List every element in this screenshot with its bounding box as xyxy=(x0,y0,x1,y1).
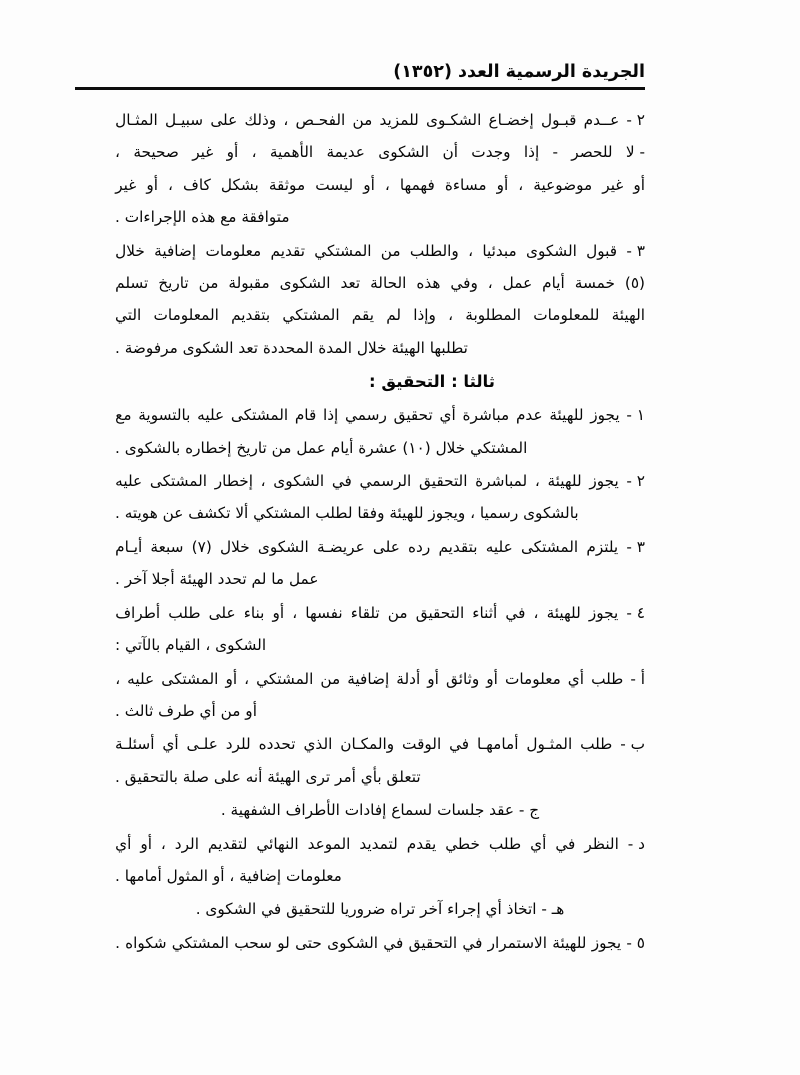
text-segment: حتى xyxy=(295,933,322,952)
text-line xyxy=(115,663,645,695)
text-segment: علـى xyxy=(186,735,218,754)
text-segment: عريضـة xyxy=(316,537,365,556)
text-segment: خلال xyxy=(115,241,145,260)
text-segment: الرد xyxy=(174,834,199,853)
text-segment: عمل xyxy=(502,274,533,293)
text-segment: عديمة xyxy=(326,143,365,162)
text-segment: ، xyxy=(283,111,289,129)
text-segment: لو xyxy=(277,933,290,952)
text-segment: أو xyxy=(363,175,375,194)
text-segment: عدم xyxy=(515,406,543,425)
text-segment: قام xyxy=(294,406,317,425)
text-segment: يجوز xyxy=(590,406,620,425)
text-segment: من xyxy=(387,603,408,622)
text-segment: يقم xyxy=(351,306,374,325)
text-segment: قبول xyxy=(586,241,618,260)
list-marker: ٤ - xyxy=(626,603,645,622)
text-segment: سبعة xyxy=(150,537,184,556)
list-marker: ٣ - xyxy=(626,537,645,556)
header-divider xyxy=(75,87,645,90)
text-segment: يلتزم xyxy=(586,537,619,556)
text-segment: المشتكي xyxy=(171,933,230,952)
text-line: تتعلق بأي أمر ترى الهيئة أنه على صلة بالتحقيق . xyxy=(115,767,421,786)
text-segment: عــدم xyxy=(583,111,620,129)
text-segment: وجدت xyxy=(471,143,511,162)
text-segment: الشكوى xyxy=(378,143,430,162)
text-segment: الاستمرار xyxy=(487,933,547,952)
numbered-list-item xyxy=(115,104,645,234)
text-segment: غير xyxy=(115,175,137,194)
text-segment: طلب xyxy=(168,603,201,622)
text-segment: أي xyxy=(530,834,547,853)
list-marker: ٢ - xyxy=(626,111,645,129)
text-segment: أي xyxy=(439,406,456,425)
numbered-list-item xyxy=(115,399,645,464)
text-segment: في xyxy=(383,933,404,952)
text-segment: أو xyxy=(146,175,158,194)
text-segment: التحقيق xyxy=(418,472,468,491)
text-line: المشتكي خلال (١٠) عشرة أيام عمل من تاريخ إخطاره بالشكوى . xyxy=(115,438,528,457)
text-segment: ، xyxy=(534,472,540,491)
text-line xyxy=(115,235,645,267)
text-segment: ، xyxy=(468,241,474,260)
text-segment: أدلة xyxy=(396,669,421,688)
text-segment: للرد xyxy=(225,735,251,754)
text-segment: عليه xyxy=(197,406,225,425)
text-segment: شكواه xyxy=(125,933,167,952)
list-marker: د - xyxy=(627,834,645,853)
lettered-list-item xyxy=(115,893,645,925)
numbered-list-item xyxy=(115,531,645,596)
text-segment: للهيئة xyxy=(549,406,584,425)
text-segment: على xyxy=(208,603,236,622)
text-segment: للهيئة xyxy=(552,933,587,952)
list-marker: ١ - xyxy=(626,406,645,425)
text-segment: تلقاء xyxy=(350,603,380,622)
text-segment: عليه xyxy=(127,669,155,688)
text-segment: على xyxy=(210,111,238,129)
text-segment: مع xyxy=(115,406,132,425)
text-segment: للمزيد xyxy=(379,111,419,129)
text-line: الشكوى ، القيام بالآتي : xyxy=(115,636,267,655)
text-segment: للمعلومات xyxy=(533,306,600,325)
text-segment: أو xyxy=(486,669,498,688)
text-segment: لتمديد xyxy=(359,834,398,853)
text-line xyxy=(115,104,645,136)
text-segment: إذا xyxy=(323,406,339,425)
text-line xyxy=(115,597,645,629)
text-segment: ، xyxy=(115,669,121,688)
text-line xyxy=(115,465,645,497)
text-segment: مباشرة xyxy=(462,406,510,425)
lettered-list-item xyxy=(115,828,645,893)
numbered-list-item xyxy=(115,465,645,530)
page-header xyxy=(115,62,645,90)
text-segment: . xyxy=(115,933,120,952)
text-segment: أو xyxy=(272,603,285,622)
text-line xyxy=(115,828,645,860)
text-segment: الوقت xyxy=(402,735,442,754)
text-segment: سحب xyxy=(234,933,272,952)
text-segment: من xyxy=(320,669,341,688)
text-segment: النظر xyxy=(584,834,619,853)
text-segment: عليه xyxy=(115,472,143,491)
text-segment: خلال xyxy=(219,537,250,556)
text-segment: المطلوبة xyxy=(465,306,522,325)
text-segment: أسئلـة xyxy=(115,735,155,754)
text-line xyxy=(115,136,645,168)
text-segment: ، xyxy=(115,143,120,162)
text-line: بالشكوى رسميا ، ويجوز للهيئة وفقا لطلب المشتكي ألا تكشف عن هويته . xyxy=(115,504,579,523)
text-segment: طلب xyxy=(488,834,522,853)
section-heading: ثالثا : التحقيق : xyxy=(369,372,495,392)
text-segment: أو xyxy=(496,175,509,194)
text-segment: ، xyxy=(168,175,173,194)
text-segment: تقديم xyxy=(270,241,305,260)
text-segment: رده xyxy=(408,537,431,556)
text-segment: خطي xyxy=(445,834,480,853)
text-segment: تاريخ xyxy=(158,274,189,293)
text-segment: وثائق xyxy=(445,669,480,688)
text-segment: ، xyxy=(292,603,298,622)
text-line: ج - عقد جلسات لسماع إفادات الأطراف الشفهية . xyxy=(220,801,540,820)
list-marker: ٣ - xyxy=(626,241,645,260)
text-segment: لتقديم xyxy=(207,834,248,853)
text-segment: - xyxy=(552,143,558,162)
text-segment: عليه xyxy=(485,537,513,556)
text-segment: في xyxy=(331,472,352,491)
text-segment: أيام xyxy=(542,274,565,293)
text-segment: ، xyxy=(260,472,266,491)
text-segment: في xyxy=(505,603,526,622)
text-segment: التي xyxy=(115,306,142,325)
text-line: معلومات إضافية ، أو المثول أمامها . xyxy=(115,866,342,885)
list-marker: أ - xyxy=(630,669,645,688)
text-segment: بتقديم xyxy=(231,306,271,325)
text-line: متوافقة مع هذه الإجراءات . xyxy=(115,208,290,227)
text-segment: التحقيق xyxy=(408,933,458,952)
text-segment: مقبولة xyxy=(228,274,270,293)
text-segment: المشتكى xyxy=(520,537,579,556)
text-segment: يجوز xyxy=(591,933,622,952)
text-segment: الشكـوى xyxy=(425,111,482,129)
text-segment: غير xyxy=(602,175,624,194)
text-segment: يجوز xyxy=(589,472,619,491)
text-segment: وذلك xyxy=(244,111,277,129)
text-segment: معلومات xyxy=(504,669,561,688)
text-segment: والطلب xyxy=(409,241,459,260)
text-segment: غير xyxy=(192,143,214,162)
text-segment: ليست xyxy=(315,175,354,194)
text-segment: ، xyxy=(533,603,539,622)
gazette-title: الجريدة الرسمية العدد (١٣٥٢) xyxy=(393,62,645,82)
document-body xyxy=(115,104,645,960)
lettered-list-item xyxy=(115,728,645,793)
text-segment: المشتكى xyxy=(149,472,208,491)
text-line xyxy=(115,299,645,331)
text-segment: ، xyxy=(244,669,250,688)
text-segment: تعد xyxy=(340,274,361,293)
lettered-list-item xyxy=(115,794,645,826)
text-segment: والمكـان xyxy=(340,735,395,754)
text-segment: النهائي xyxy=(256,834,299,853)
text-segment: هذه xyxy=(416,274,441,293)
text-segment: أي xyxy=(567,669,585,688)
text-segment: للهيئة xyxy=(547,472,582,491)
text-segment: المثـول xyxy=(526,735,573,754)
text-segment: المشتكي xyxy=(314,241,372,260)
text-segment: صحيحة xyxy=(133,143,179,162)
text-segment: إضافية xyxy=(154,241,197,260)
text-segment: يجوز xyxy=(588,603,619,622)
text-segment: في xyxy=(449,735,470,754)
text-segment: أو xyxy=(226,143,239,162)
text-line xyxy=(115,728,645,760)
text-segment: الشكوى xyxy=(525,241,577,260)
text-segment: رسمي xyxy=(345,406,387,425)
text-segment: إذا xyxy=(523,143,540,162)
text-segment: قبـول xyxy=(540,111,577,129)
text-segment: الأهمية xyxy=(269,143,314,162)
text-segment: للحصر xyxy=(571,143,613,162)
text-segment: بشكل xyxy=(220,175,259,194)
text-segment: أثناء xyxy=(472,603,498,622)
text-segment: الهيئة xyxy=(611,306,645,325)
text-segment: (٥) xyxy=(624,274,645,293)
text-segment: ، xyxy=(487,274,493,293)
text-segment: أي xyxy=(162,735,179,754)
text-segment: المشتكى xyxy=(230,406,289,425)
numbered-list-item xyxy=(115,597,645,662)
list-marker: ب - xyxy=(620,735,645,754)
text-line xyxy=(115,399,645,431)
text-segment: أو xyxy=(633,175,645,194)
text-line xyxy=(115,531,645,563)
text-segment: المشتكي xyxy=(282,306,340,325)
text-segment: أو xyxy=(225,669,238,688)
text-segment: المشتكي xyxy=(256,669,314,688)
text-segment: تحقيق xyxy=(393,406,433,425)
text-segment: أمامهـا xyxy=(476,735,519,754)
text-segment: الشكوى xyxy=(273,472,325,491)
text-segment: إخطار xyxy=(214,472,254,491)
text-segment: الفحـص xyxy=(295,111,346,129)
text-segment: الحالة xyxy=(370,274,407,293)
text-segment: بناء xyxy=(243,603,265,622)
text-segment: خمسة xyxy=(574,274,615,293)
text-segment: أي xyxy=(115,834,132,853)
text-segment: الذي xyxy=(303,735,333,754)
text-segment: بتقديم xyxy=(438,537,478,556)
text-segment: الرسمي xyxy=(359,472,412,491)
text-line xyxy=(115,267,645,299)
text-segment: تحدده xyxy=(258,735,296,754)
text-segment: موضوعية xyxy=(533,175,593,194)
list-marker: ٥ - xyxy=(626,933,645,952)
lettered-list-item xyxy=(115,663,645,728)
text-segment: وفي xyxy=(450,274,478,293)
text-segment: موثقة xyxy=(268,175,306,194)
text-segment: من xyxy=(380,241,401,260)
text-segment: المثـال xyxy=(115,111,158,129)
text-segment: أن xyxy=(442,143,458,162)
text-segment: أو xyxy=(140,834,152,853)
text-segment: ، xyxy=(160,834,166,853)
text-segment: التحقيق xyxy=(415,603,465,622)
text-segment: مساءة xyxy=(444,175,487,194)
text-segment: لمباشرة xyxy=(475,472,528,491)
text-segment: من xyxy=(198,274,219,293)
text-segment: ، xyxy=(384,175,390,194)
text-segment: أيـام xyxy=(115,537,143,556)
text-segment: لم xyxy=(386,306,402,325)
text-line: تطلبها الهيئة خلال المدة المحددة تعد الشكوى مرفوضة . xyxy=(115,338,468,357)
list-marker: ٢ - xyxy=(626,472,645,491)
text-segment: (٧) xyxy=(191,537,212,556)
text-segment: إضافية xyxy=(347,669,390,688)
text-segment: الشكوى xyxy=(257,537,309,556)
text-segment: ، xyxy=(448,306,454,325)
text-line: أو من أي طرف ثالث . xyxy=(115,701,257,720)
text-segment: للهيئة xyxy=(546,603,581,622)
text-segment: فهمها xyxy=(399,175,435,194)
text-segment: على xyxy=(372,537,400,556)
text-segment: بالتسوية xyxy=(138,406,191,425)
numbered-list-item xyxy=(115,927,645,959)
text-segment: طلب xyxy=(591,669,624,688)
text-segment: الشكوى xyxy=(279,274,331,293)
text-segment: وإذا xyxy=(413,306,436,325)
text-segment: أطراف xyxy=(115,603,161,622)
text-segment: إخضـاع xyxy=(488,111,534,129)
text-segment: مبدئيا xyxy=(482,241,517,260)
text-segment: تسلم xyxy=(115,274,149,293)
text-segment: في xyxy=(555,834,576,853)
numbered-list-item xyxy=(115,235,645,365)
text-segment: من xyxy=(352,111,373,129)
text-segment: معلومات xyxy=(205,241,262,260)
text-line xyxy=(115,927,645,959)
text-line xyxy=(115,169,645,201)
text-segment: في xyxy=(462,933,483,952)
text-segment: طلب xyxy=(580,735,613,754)
text-segment: ، xyxy=(251,143,257,162)
text-segment: الموعد xyxy=(307,834,351,853)
text-segment: ، xyxy=(518,175,524,194)
text-segment: المشتكى xyxy=(161,669,219,688)
text-segment: نفسها xyxy=(305,603,343,622)
text-line: هـ - اتخاذ أي إجراء آخر تراه ضروريا للتحقيق في الشكوى . xyxy=(195,900,565,919)
text-segment: المعلومات xyxy=(153,306,219,325)
text-segment: الشكوى xyxy=(327,933,379,952)
text-segment: - لا xyxy=(625,143,645,162)
text-segment: أو xyxy=(427,669,439,688)
text-line: عمل ما لم تحدد الهيئة أجلا آخر . xyxy=(115,570,319,589)
text-segment: سبيـل xyxy=(165,111,204,129)
text-segment: يقدم xyxy=(406,834,437,853)
text-segment: كاف xyxy=(183,175,211,194)
